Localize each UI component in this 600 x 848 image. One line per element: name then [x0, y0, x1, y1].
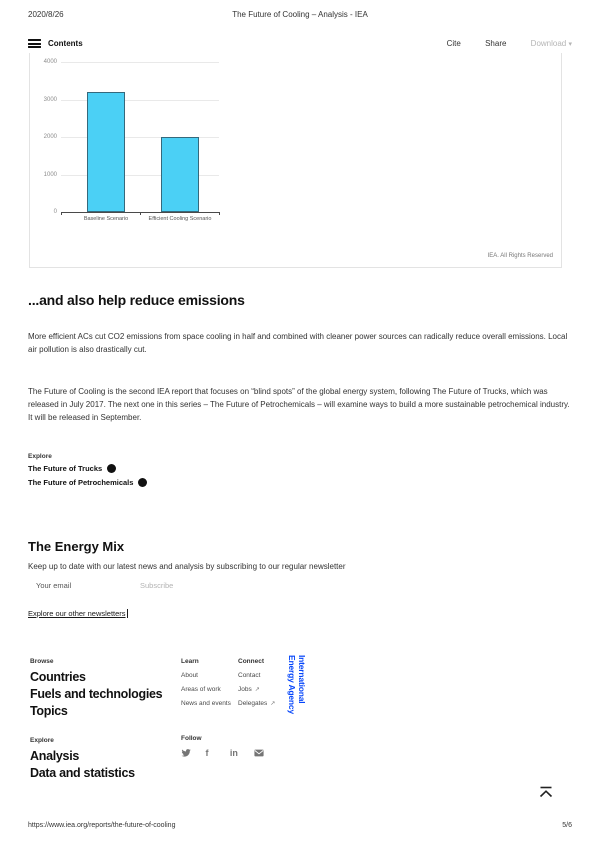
scroll-to-top-button[interactable] [538, 786, 554, 798]
x-axis-tick [61, 212, 62, 215]
toolbar-actions [425, 39, 572, 48]
explore-block [28, 453, 147, 492]
subscribe-button[interactable]: Subscribe [140, 581, 174, 590]
print-date: 2020/8/26 [28, 10, 64, 19]
link-label: Jobs [238, 686, 252, 693]
contents-button[interactable]: Contents [48, 39, 83, 48]
newsletter-heading: The Energy Mix [28, 539, 125, 554]
linkedin-icon[interactable]: in [229, 748, 238, 758]
cite-button[interactable]: Cite [446, 39, 461, 48]
footer-link-jobs[interactable] [238, 683, 275, 697]
footer-link-countries[interactable]: Countries [30, 670, 86, 684]
download-button[interactable] [531, 39, 572, 48]
external-link-icon: ↗ [254, 687, 260, 693]
footer-link-contact[interactable]: Contact [238, 672, 261, 679]
external-link-icon: ↗ [270, 701, 276, 707]
x-axis-category-label: Baseline Scenario [83, 216, 129, 222]
chart-card [29, 53, 562, 268]
footer-link-areas-of-work[interactable]: Areas of work [181, 686, 221, 693]
arrow-circle-icon [107, 464, 116, 473]
print-url: https://www.iea.org/reports/the-future-of-cooling [28, 822, 176, 829]
print-page-number: 5/6 [562, 822, 572, 829]
facebook-icon[interactable]: f [205, 748, 209, 758]
y-axis-tick-label: 2000 [43, 134, 57, 140]
twitter-icon[interactable] [181, 748, 194, 759]
article-paragraph: The Future of Cooling is the second IEA report that focuses on “blind spots” of the global energy system, following The Future of Trucks, which was released in July 2017. The next one in this series – The Future of Petrochemicals – will examine ways to build a more sustainable petrochemical industry. It will be released in September. [28, 387, 570, 422]
x-axis-tick [219, 212, 220, 215]
follow-label: Follow [181, 735, 202, 742]
footer-link-news-and-events[interactable]: News and events [181, 700, 231, 707]
toolbar [28, 36, 572, 52]
email-icon[interactable] [254, 748, 267, 759]
share-button[interactable]: Share [485, 39, 507, 48]
footer-explore-column [30, 737, 135, 782]
link-label: The Future of Petrochemicals [28, 478, 134, 487]
link-future-of-petrochemicals[interactable] [28, 478, 147, 487]
chart-copyright: IEA. All Rights Reserved [487, 253, 553, 259]
connect-label: Connect [238, 658, 264, 665]
explore-label: Explore [28, 453, 52, 460]
footer-link-analysis[interactable]: Analysis [30, 749, 80, 763]
newsletter-description: Keep up to date with our latest news and analysis by subscribing to our regular newsletter [28, 562, 346, 571]
footer-link-delegates[interactable] [238, 697, 275, 711]
link-label: Delegates [238, 700, 268, 707]
other-newsletters-link[interactable]: Explore our other newsletters [28, 609, 126, 618]
y-axis-tick-label: 1000 [43, 171, 57, 178]
link-label: The Future of Trucks [28, 464, 103, 473]
download-label: Download [530, 39, 567, 48]
print-doc-title: The Future of Cooling – Analysis - IEA [232, 10, 368, 19]
menu-icon[interactable] [28, 39, 41, 48]
learn-label: Learn [181, 658, 199, 665]
y-axis-tick-label: 0 [53, 209, 57, 215]
download-arrow-icon: ▾ [568, 41, 572, 48]
browse-label: Browse [30, 658, 54, 665]
explore-label: Explore [30, 737, 54, 744]
footer-learn-column [181, 658, 231, 711]
arrow-circle-icon [138, 478, 147, 487]
chart-bar [161, 137, 199, 212]
footer-link-data-and-statistics[interactable]: Data and statistics [30, 766, 135, 780]
x-axis-category-label: Efficient Cooling Scenario [148, 216, 212, 222]
link-future-of-trucks[interactable] [28, 464, 147, 473]
bar-chart [30, 53, 561, 267]
footer-link-fuels-and-technologies[interactable]: Fuels and technologies [30, 687, 163, 701]
footer-browse-column [30, 658, 162, 720]
iea-logo-line2: Energy Agency [287, 655, 297, 714]
footer-follow-section [181, 735, 274, 766]
chart-gridline [61, 62, 219, 63]
footer-connect-column [238, 658, 275, 711]
iea-logo[interactable] [287, 655, 307, 739]
chart-gridline [61, 100, 219, 101]
footer-link-topics[interactable]: Topics [30, 704, 68, 718]
footer-link-about[interactable]: About [181, 672, 198, 679]
y-axis-tick-label: 3000 [43, 96, 57, 103]
article-paragraph: More efficient ACs cut CO2 emissions from space cooling in half and combined with cleaner power sources can radically reduce overall emissions. Local air pollution is also drastically cut. [28, 332, 568, 354]
email-input[interactable] [36, 581, 131, 590]
article-heading: ...and also help reduce emissions [28, 292, 245, 308]
x-axis-tick [140, 212, 141, 215]
y-axis-tick-label: 4000 [43, 59, 57, 65]
iea-logo-line1: International [297, 655, 307, 704]
chart-bar [87, 92, 125, 212]
social-icons-row [181, 748, 274, 766]
